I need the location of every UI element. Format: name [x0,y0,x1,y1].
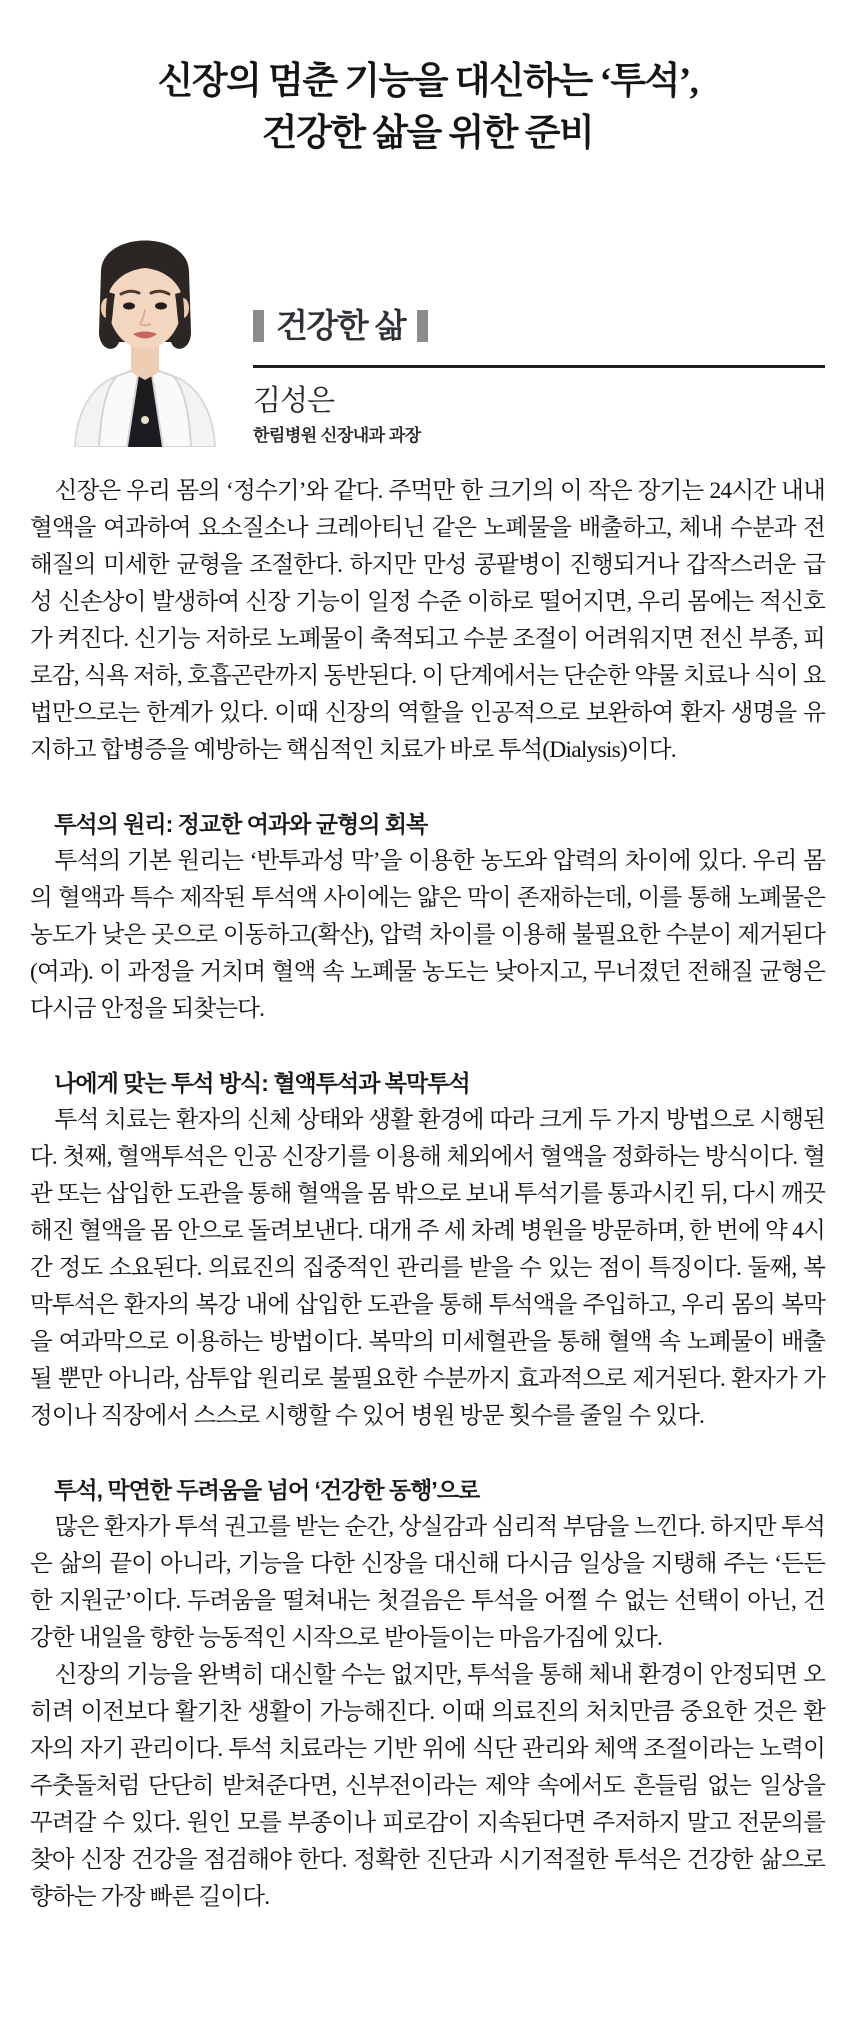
doctor-photo [55,212,235,447]
article-body [30,473,825,1916]
column-header [253,300,825,351]
paragraph-4: 많은 환자가 투석 권고를 받는 순간, 상실감과 심리적 부담을 느낀다. 하지만 투석은 삶의 끝이 아니라, 기능을 다한 신장을 대신해 다시금 일상을 지탱해 주는 ‘든든한 지원군’이다. 두려움을 떨쳐내는 첫걸음은 투석을 어쩔 수 없는 선택이 아닌, 건강한 내일을 향한 능동적인 시작으로 받아들이는 마음가짐에 있다. [30,1514,825,1651]
section-heading-3: 투석, 막연한 두려움을 넘어 ‘건강한 동행’으로 [54,1477,480,1503]
author-affiliation: 한림병원 신장내과 과장 [253,426,421,445]
author-block [55,212,825,447]
author-name: 김성은 [253,385,335,417]
author-info [253,212,825,447]
paragraph-1: 신장은 우리 몸의 ‘정수기’와 같다. 주먹만 한 크기의 이 작은 장기는 24시간 내내 혈액을 여과하여 요소질소나 크레아티닌 같은 노폐물을 배출하고, 체내 수분과 전해질의 미세한 균형을 조절한다. 하지만 만성 콩팥병이 진행되거나 갑작스러운 급성 신손상이 발생하여 신장 기능이 일정 수준 이하로 떨어지면, 우리 몸에는 적신호가 켜진다. 신기능 저하로 노폐물이 축적되고 수분 조절이 어려워지면 전신 부종, 피로감, 식욕 저하, 호흡곤란까지 동반된다. 이 단계에서는 단순한 약물 치료나 식이 요법만으로는 한계가 있다. 이때 신장의 역할을 인공적으로 보완하여 환자 생명을 유지하고 합병증을 예방하는 핵심적인 치료가 바로 투석(Dialysis)이다. [30,478,825,763]
paragraph-2: 투석의 기본 원리는 ‘반투과성 막’을 이용한 농도와 압력의 차이에 있다. 우리 몸의 혈액과 특수 제작된 투석액 사이에는 얇은 막이 존재하는데, 이를 통해 노폐물은 농도가 낮은 곳으로 이동하고(확산), 압력 차이를 이용해 불필요한 수분이 제거된다(여과). 이 과정을 거치며 혈액 속 노폐물 농도는 낮아지고, 무너졌던 전해질 균형은 다시금 안정을 되찾는다. [30,848,825,1022]
header-rule [253,365,825,368]
column-label: 건강한 삶 [276,307,406,344]
headline-line-1: 신장의 멈춘 기능을 대신하는 ‘투석’, [157,61,698,102]
section-heading-1: 투석의 원리: 정교한 여과와 균형의 회복 [54,811,428,837]
doctor-portrait-illustration [55,212,235,447]
section-heading-2: 나에게 맞는 투석 방식: 혈액투석과 복막투석 [54,1070,470,1096]
article-headline [0,56,855,160]
paragraph-5: 신장의 기능을 완벽히 대신할 수는 없지만, 투석을 통해 체내 환경이 안정되면 오히려 이전보다 활기찬 생활이 가능해진다. 이때 의료진의 처치만큼 중요한 것은 환자의 자기 관리이다. 투석 치료라는 기반 위에 식단 관리와 체액 조절이라는 노력이 주춧돌처럼 단단히 받쳐준다면, 신부전이라는 제약 속에서도 흔들림 없는 일상을 꾸려갈 수 있다. 원인 모를 부종이나 피로감이 지속된다면 주저하지 말고 전문의를 찾아 신장 건강을 점검해야 한다. 정확한 진단과 시기적절한 투석은 건강한 삶으로 향하는 가장 빠른 길이다. [30,1662,825,1910]
paragraph-3: 투석 치료는 환자의 신체 상태와 생활 환경에 따라 크게 두 가지 방법으로 시행된다. 첫째, 혈액투석은 인공 신장기를 이용해 체외에서 혈액을 정화하는 방식이다. 혈관 또는 삽입한 도관을 통해 혈액을 몸 밖으로 보내 투석기를 통과시킨 뒤, 다시 깨끗해진 혈액을 몸 안으로 돌려보낸다. 대개 주 세 차례 병원을 방문하며, 한 번에 약 4시간 정도 소요된다. 의료진의 집중적인 관리를 받을 수 있는 점이 특징이다. 둘째, 복막투석은 환자의 복강 내에 삽입한 도관을 통해 투석액을 주입하고, 우리 몸의 복막을 여과막으로 이용하는 방법이다. 복막의 미세혈관을 통해 혈액 속 노폐물이 배출될 뿐만 아니라, 삼투압 원리로 불필요한 수분까지 효과적으로 제거된다. 환자가 가정이나 직장에서 스스로 시행할 수 있어 병원 방문 횟수를 줄일 수 있다. [30,1107,825,1429]
column-bar-right-icon [417,310,428,342]
column-bar-left-icon [253,310,264,342]
headline-line-2: 건강한 삶을 위한 준비 [261,113,594,154]
